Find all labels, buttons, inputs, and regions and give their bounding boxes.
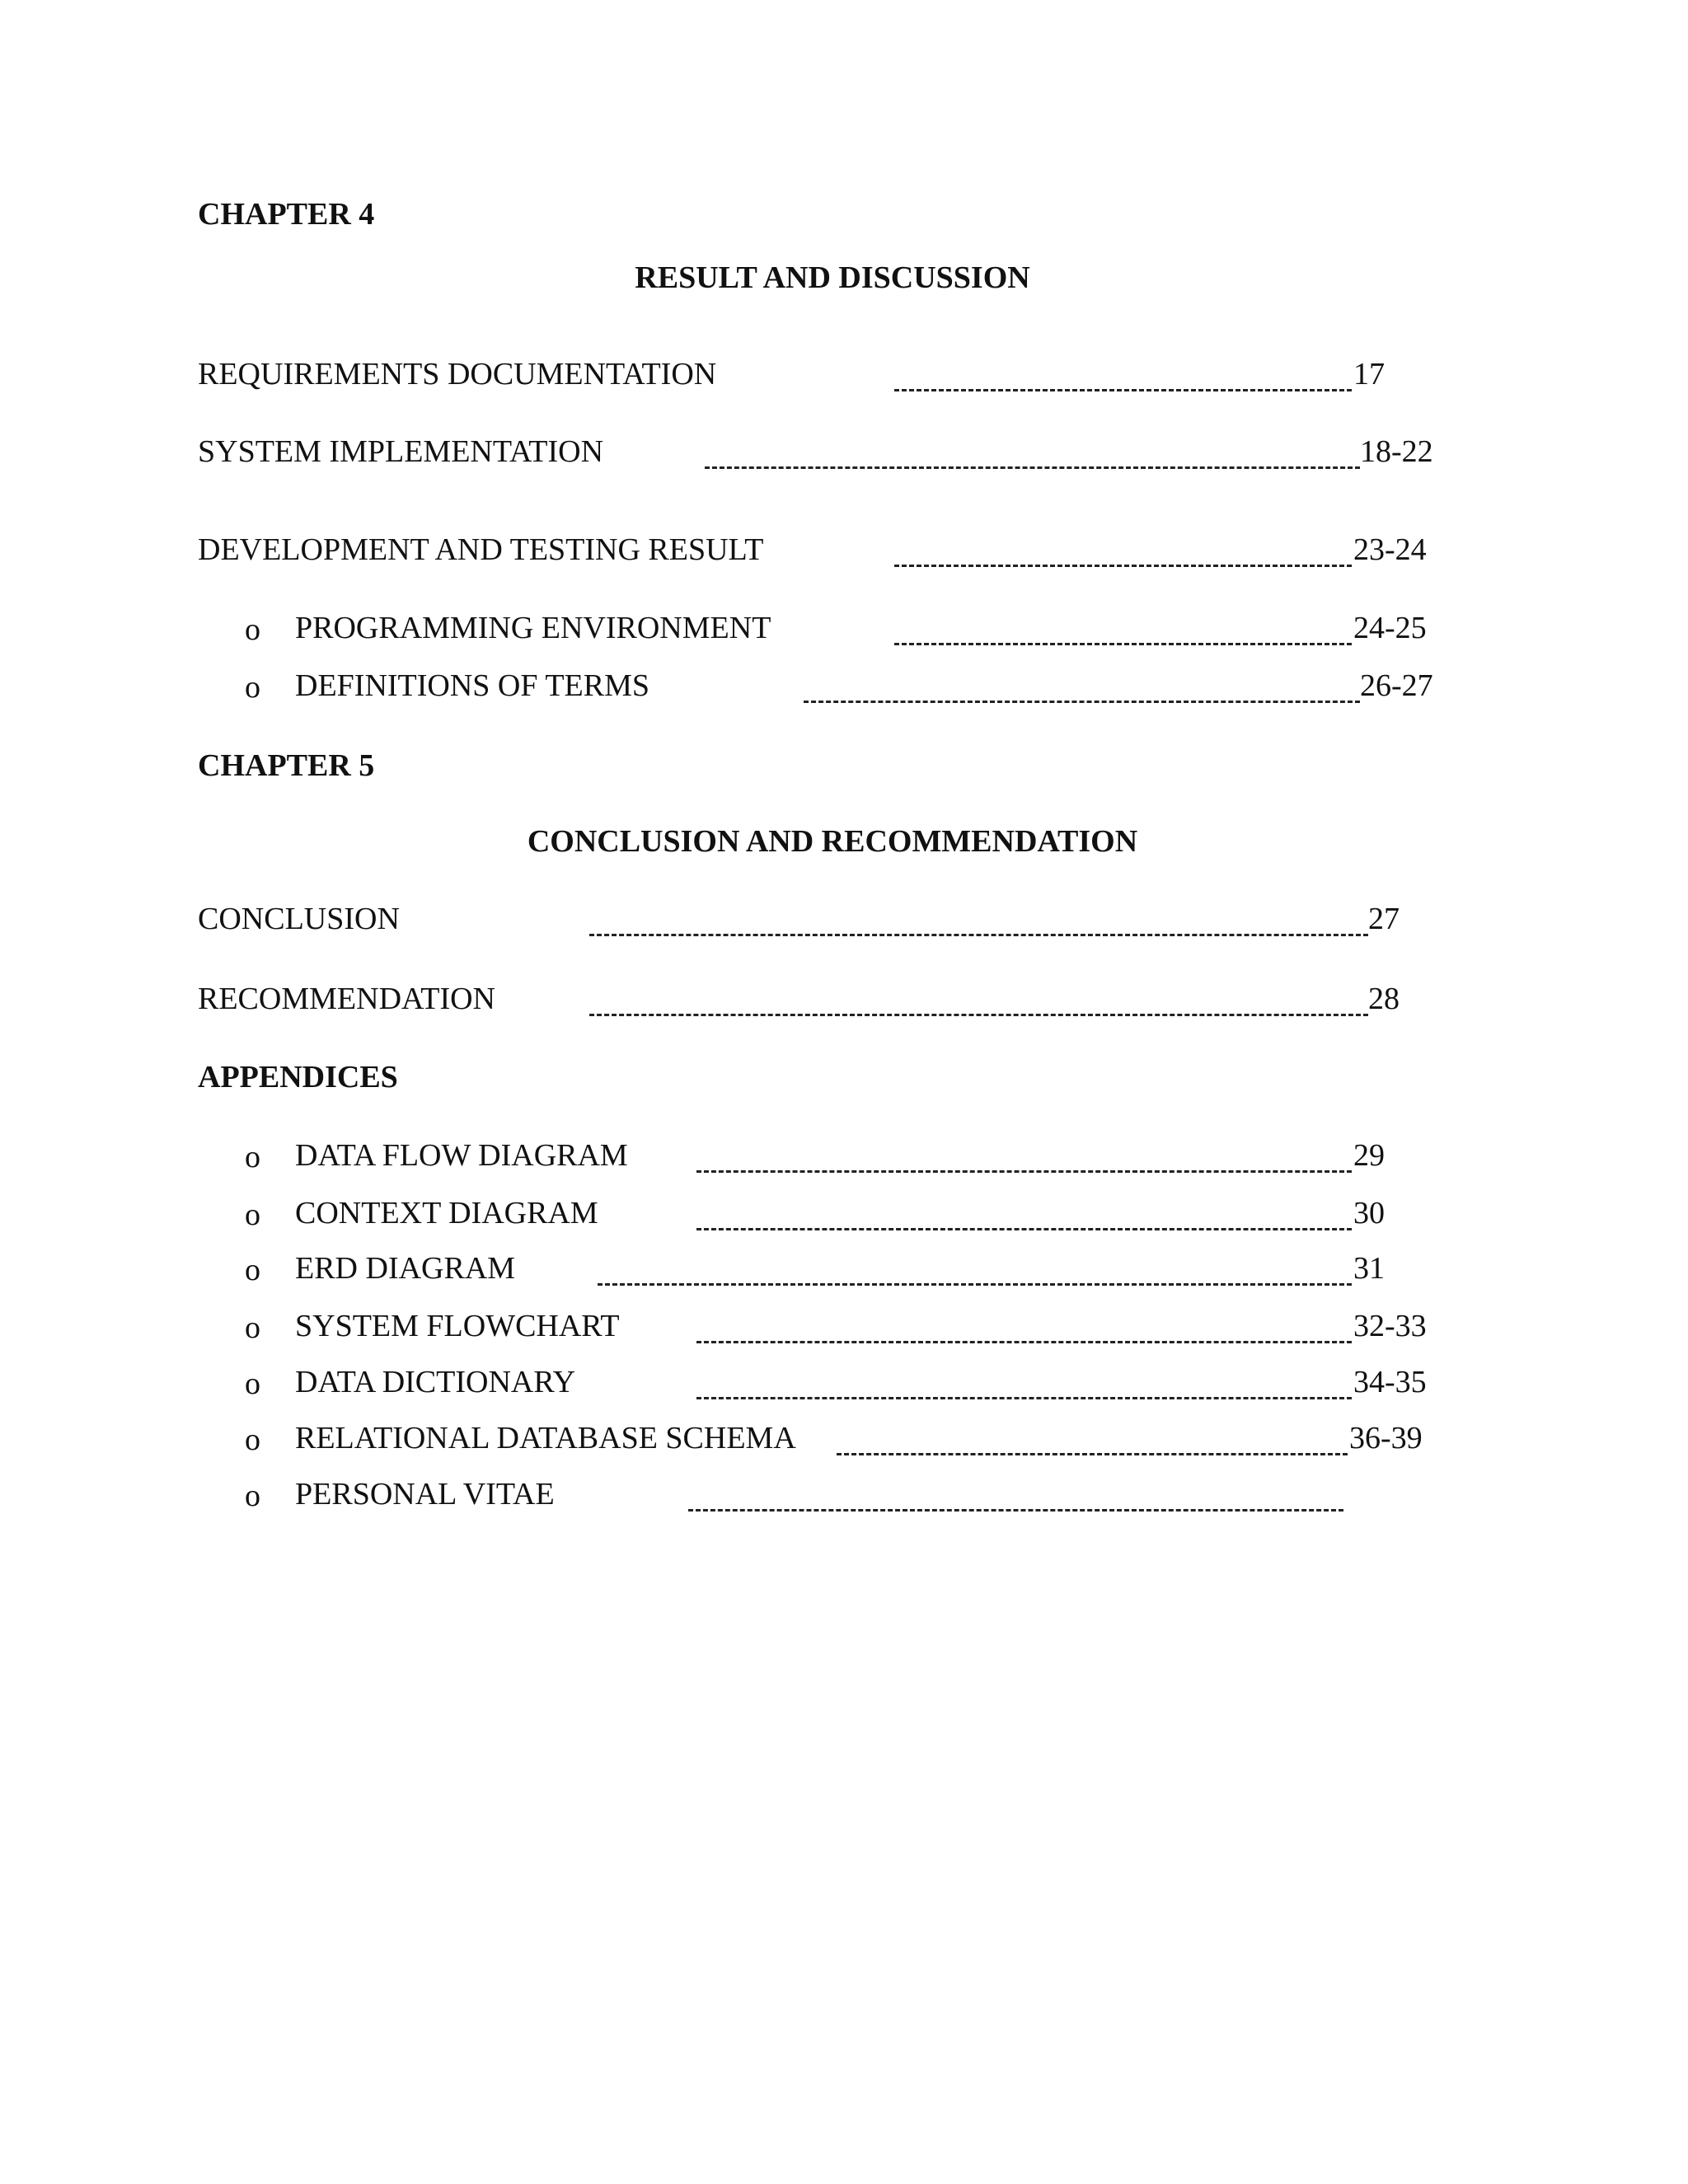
leader-line [688,1509,1343,1511]
toc-entry-label: CONTEXT DIAGRAM [295,1196,598,1230]
toc-entry-label: DEFINITIONS OF TERMS [295,668,650,703]
toc-entry-pages: 18-22 [1360,434,1433,469]
bullet-marker: o [245,1197,260,1232]
chapter-4-title: RESULT AND DISCUSSION [635,260,1030,295]
leader-line [894,643,1352,645]
toc-entry-label: RELATIONAL DATABASE SCHEMA [295,1421,796,1455]
toc-entry-label: DATA DICTIONARY [295,1365,576,1399]
leader-line [696,1341,1352,1343]
leader-line [598,1283,1352,1286]
leader-line [589,934,1368,936]
leader-line [696,1170,1352,1173]
leader-line [696,1397,1352,1399]
toc-entry-label: DEVELOPMENT AND TESTING RESULT [198,532,764,567]
toc-entry-label: PERSONAL VITAE [295,1477,555,1511]
bullet-marker: o [245,1140,260,1174]
toc-entry-pages: 31 [1353,1251,1385,1286]
bullet-marker: o [245,1253,260,1287]
toc-entry-pages: 36-39 [1349,1421,1423,1455]
toc-entry-label: SYSTEM FLOWCHART [295,1309,620,1343]
toc-entry-pages: 30 [1353,1196,1385,1230]
toc-entry-label: CONCLUSION [198,902,400,936]
leader-line [894,565,1352,567]
bullet-marker: o [245,1422,260,1457]
leader-line [837,1453,1348,1455]
toc-entry-label: RECOMMENDATION [198,982,495,1016]
toc-entry-pages: 28 [1368,982,1400,1016]
appendices-label: APPENDICES [198,1060,398,1094]
bullet-marker: o [245,1479,260,1513]
toc-entry-pages: 23-24 [1353,532,1427,567]
leader-line [696,1228,1352,1230]
toc-entry-pages: 24-25 [1353,611,1427,645]
toc-entry-pages: 32-33 [1353,1309,1427,1343]
leader-line [894,389,1352,391]
chapter-5-label: CHAPTER 5 [198,748,375,783]
leader-line [589,1014,1368,1016]
toc-entry-pages: 34-35 [1353,1365,1427,1399]
toc-entry-label: PROGRAMMING ENVIRONMENT [295,611,771,645]
bullet-marker: o [245,670,260,705]
toc-entry-label: ERD DIAGRAM [295,1251,516,1286]
bullet-marker: o [245,1366,260,1401]
leader-line [804,701,1360,703]
bullet-marker: o [245,1310,260,1345]
toc-entry-pages: 26-27 [1360,668,1433,703]
toc-entry-pages: 27 [1368,902,1400,936]
chapter-5-title: CONCLUSION AND RECOMMENDATION [527,824,1138,859]
toc-entry-pages: 17 [1353,357,1385,391]
toc-entry-label: SYSTEM IMPLEMENTATION [198,434,604,469]
leader-line [705,466,1360,469]
toc-entry-label: DATA FLOW DIAGRAM [295,1138,628,1173]
toc-entry-pages: 29 [1353,1138,1385,1173]
chapter-4-label: CHAPTER 4 [198,197,375,232]
bullet-marker: o [245,612,260,647]
toc-entry-label: REQUIREMENTS DOCUMENTATION [198,357,717,391]
